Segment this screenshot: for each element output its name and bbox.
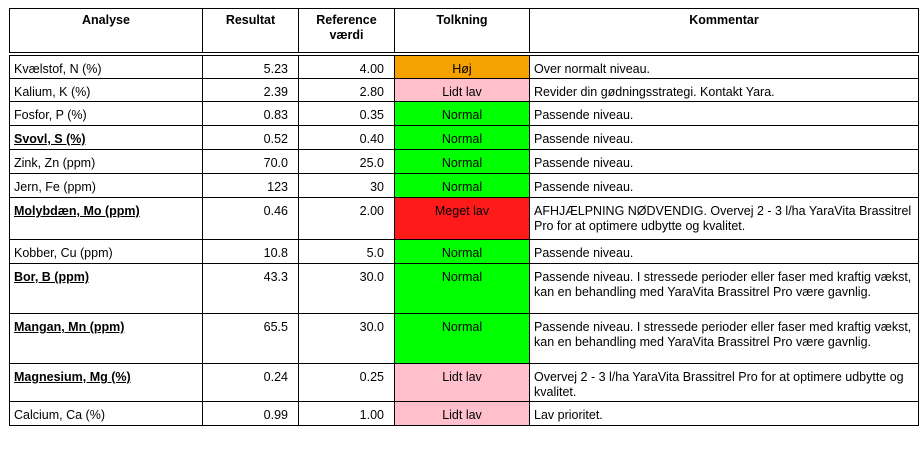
reference-value: 2.80 xyxy=(299,79,395,102)
result-value: 43.3 xyxy=(203,264,299,314)
reference-value: 30 xyxy=(299,174,395,198)
result-value: 0.24 xyxy=(203,364,299,402)
header-kommentar: Kommentar xyxy=(530,9,919,53)
comment-text: Over normalt niveau. xyxy=(530,56,919,79)
interpretation-badge: Høj xyxy=(395,56,530,79)
analyte-name: Kalium, K (%) xyxy=(10,79,203,102)
interpretation-badge: Lidt lav xyxy=(395,79,530,102)
result-value: 70.0 xyxy=(203,150,299,174)
comment-text: Passende niveau. xyxy=(530,240,919,264)
table-row xyxy=(10,150,919,174)
comment-text: Passende niveau. xyxy=(530,150,919,174)
comment-text: Passende niveau. xyxy=(530,174,919,198)
table-row xyxy=(10,240,919,264)
analyte-name: Fosfor, P (%) xyxy=(10,102,203,126)
interpretation-badge: Normal xyxy=(395,314,530,364)
interpretation-badge: Normal xyxy=(395,150,530,174)
reference-value: 4.00 xyxy=(299,56,395,79)
interpretation-badge: Normal xyxy=(395,240,530,264)
result-value: 0.99 xyxy=(203,402,299,426)
reference-value: 1.00 xyxy=(299,402,395,426)
comment-text: Passende niveau. I stressede perioder eller faser med kraftig vækst, kan en behandling med YaraVita Brassitrel Pro være gavnlig. xyxy=(530,264,919,314)
header-tolkning: Tolkning xyxy=(395,9,530,53)
table-row xyxy=(10,102,919,126)
table-row xyxy=(10,56,919,79)
interpretation-badge: Meget lav xyxy=(395,198,530,240)
reference-value: 30.0 xyxy=(299,314,395,364)
header-resultat: Resultat xyxy=(203,9,299,53)
reference-value: 30.0 xyxy=(299,264,395,314)
reference-value: 0.25 xyxy=(299,364,395,402)
analyte-name: Svovl, S (%) xyxy=(10,126,203,150)
reference-value: 2.00 xyxy=(299,198,395,240)
header-row xyxy=(10,9,919,53)
analyte-name: Zink, Zn (ppm) xyxy=(10,150,203,174)
table-row xyxy=(10,402,919,426)
table-row xyxy=(10,126,919,150)
interpretation-badge: Lidt lav xyxy=(395,402,530,426)
comment-text: Passende niveau. xyxy=(530,102,919,126)
interpretation-badge: Normal xyxy=(395,174,530,198)
result-value: 5.23 xyxy=(203,56,299,79)
comment-text: Passende niveau. xyxy=(530,126,919,150)
header-analyse: Analyse xyxy=(10,9,203,53)
comment-text: AFHJÆLPNING NØDVENDIG. Overvej 2 - 3 l/ha YaraVita Brassitrel Pro for at optimere udbytte og kvalitet. xyxy=(530,198,919,240)
analyte-name: Kobber, Cu (ppm) xyxy=(10,240,203,264)
result-value: 0.46 xyxy=(203,198,299,240)
result-value: 10.8 xyxy=(203,240,299,264)
reference-value: 0.35 xyxy=(299,102,395,126)
table-row xyxy=(10,314,919,364)
reference-value: 25.0 xyxy=(299,150,395,174)
table-row xyxy=(10,79,919,102)
interpretation-badge: Normal xyxy=(395,264,530,314)
comment-text: Passende niveau. I stressede perioder eller faser med kraftig vækst, kan en behandling med YaraVita Brassitrel Pro være gavnlig. xyxy=(530,314,919,364)
table-row xyxy=(10,174,919,198)
result-value: 0.52 xyxy=(203,126,299,150)
comment-text: Lav prioritet. xyxy=(530,402,919,426)
analyte-name: Bor, B (ppm) xyxy=(10,264,203,314)
analyte-name: Calcium, Ca (%) xyxy=(10,402,203,426)
result-value: 0.83 xyxy=(203,102,299,126)
reference-value: 0.40 xyxy=(299,126,395,150)
reference-value: 5.0 xyxy=(299,240,395,264)
interpretation-badge: Normal xyxy=(395,102,530,126)
header-reference: Reference værdi xyxy=(299,9,395,53)
analyte-name: Jern, Fe (ppm) xyxy=(10,174,203,198)
interpretation-badge: Normal xyxy=(395,126,530,150)
table-row xyxy=(10,198,919,240)
result-value: 65.5 xyxy=(203,314,299,364)
analysis-table xyxy=(9,8,919,426)
analyte-name: Kvælstof, N (%) xyxy=(10,56,203,79)
comment-text: Revider din gødningsstrategi. Kontakt Yara. xyxy=(530,79,919,102)
interpretation-badge: Lidt lav xyxy=(395,364,530,402)
analyte-name: Molybdæn, Mo (ppm) xyxy=(10,198,203,240)
analyte-name: Mangan, Mn (ppm) xyxy=(10,314,203,364)
table-row xyxy=(10,364,919,402)
table-row xyxy=(10,264,919,314)
analyte-name: Magnesium, Mg (%) xyxy=(10,364,203,402)
result-value: 2.39 xyxy=(203,79,299,102)
comment-text: Overvej 2 - 3 l/ha YaraVita Brassitrel Pro for at optimere udbytte og kvalitet. xyxy=(530,364,919,402)
result-value: 123 xyxy=(203,174,299,198)
